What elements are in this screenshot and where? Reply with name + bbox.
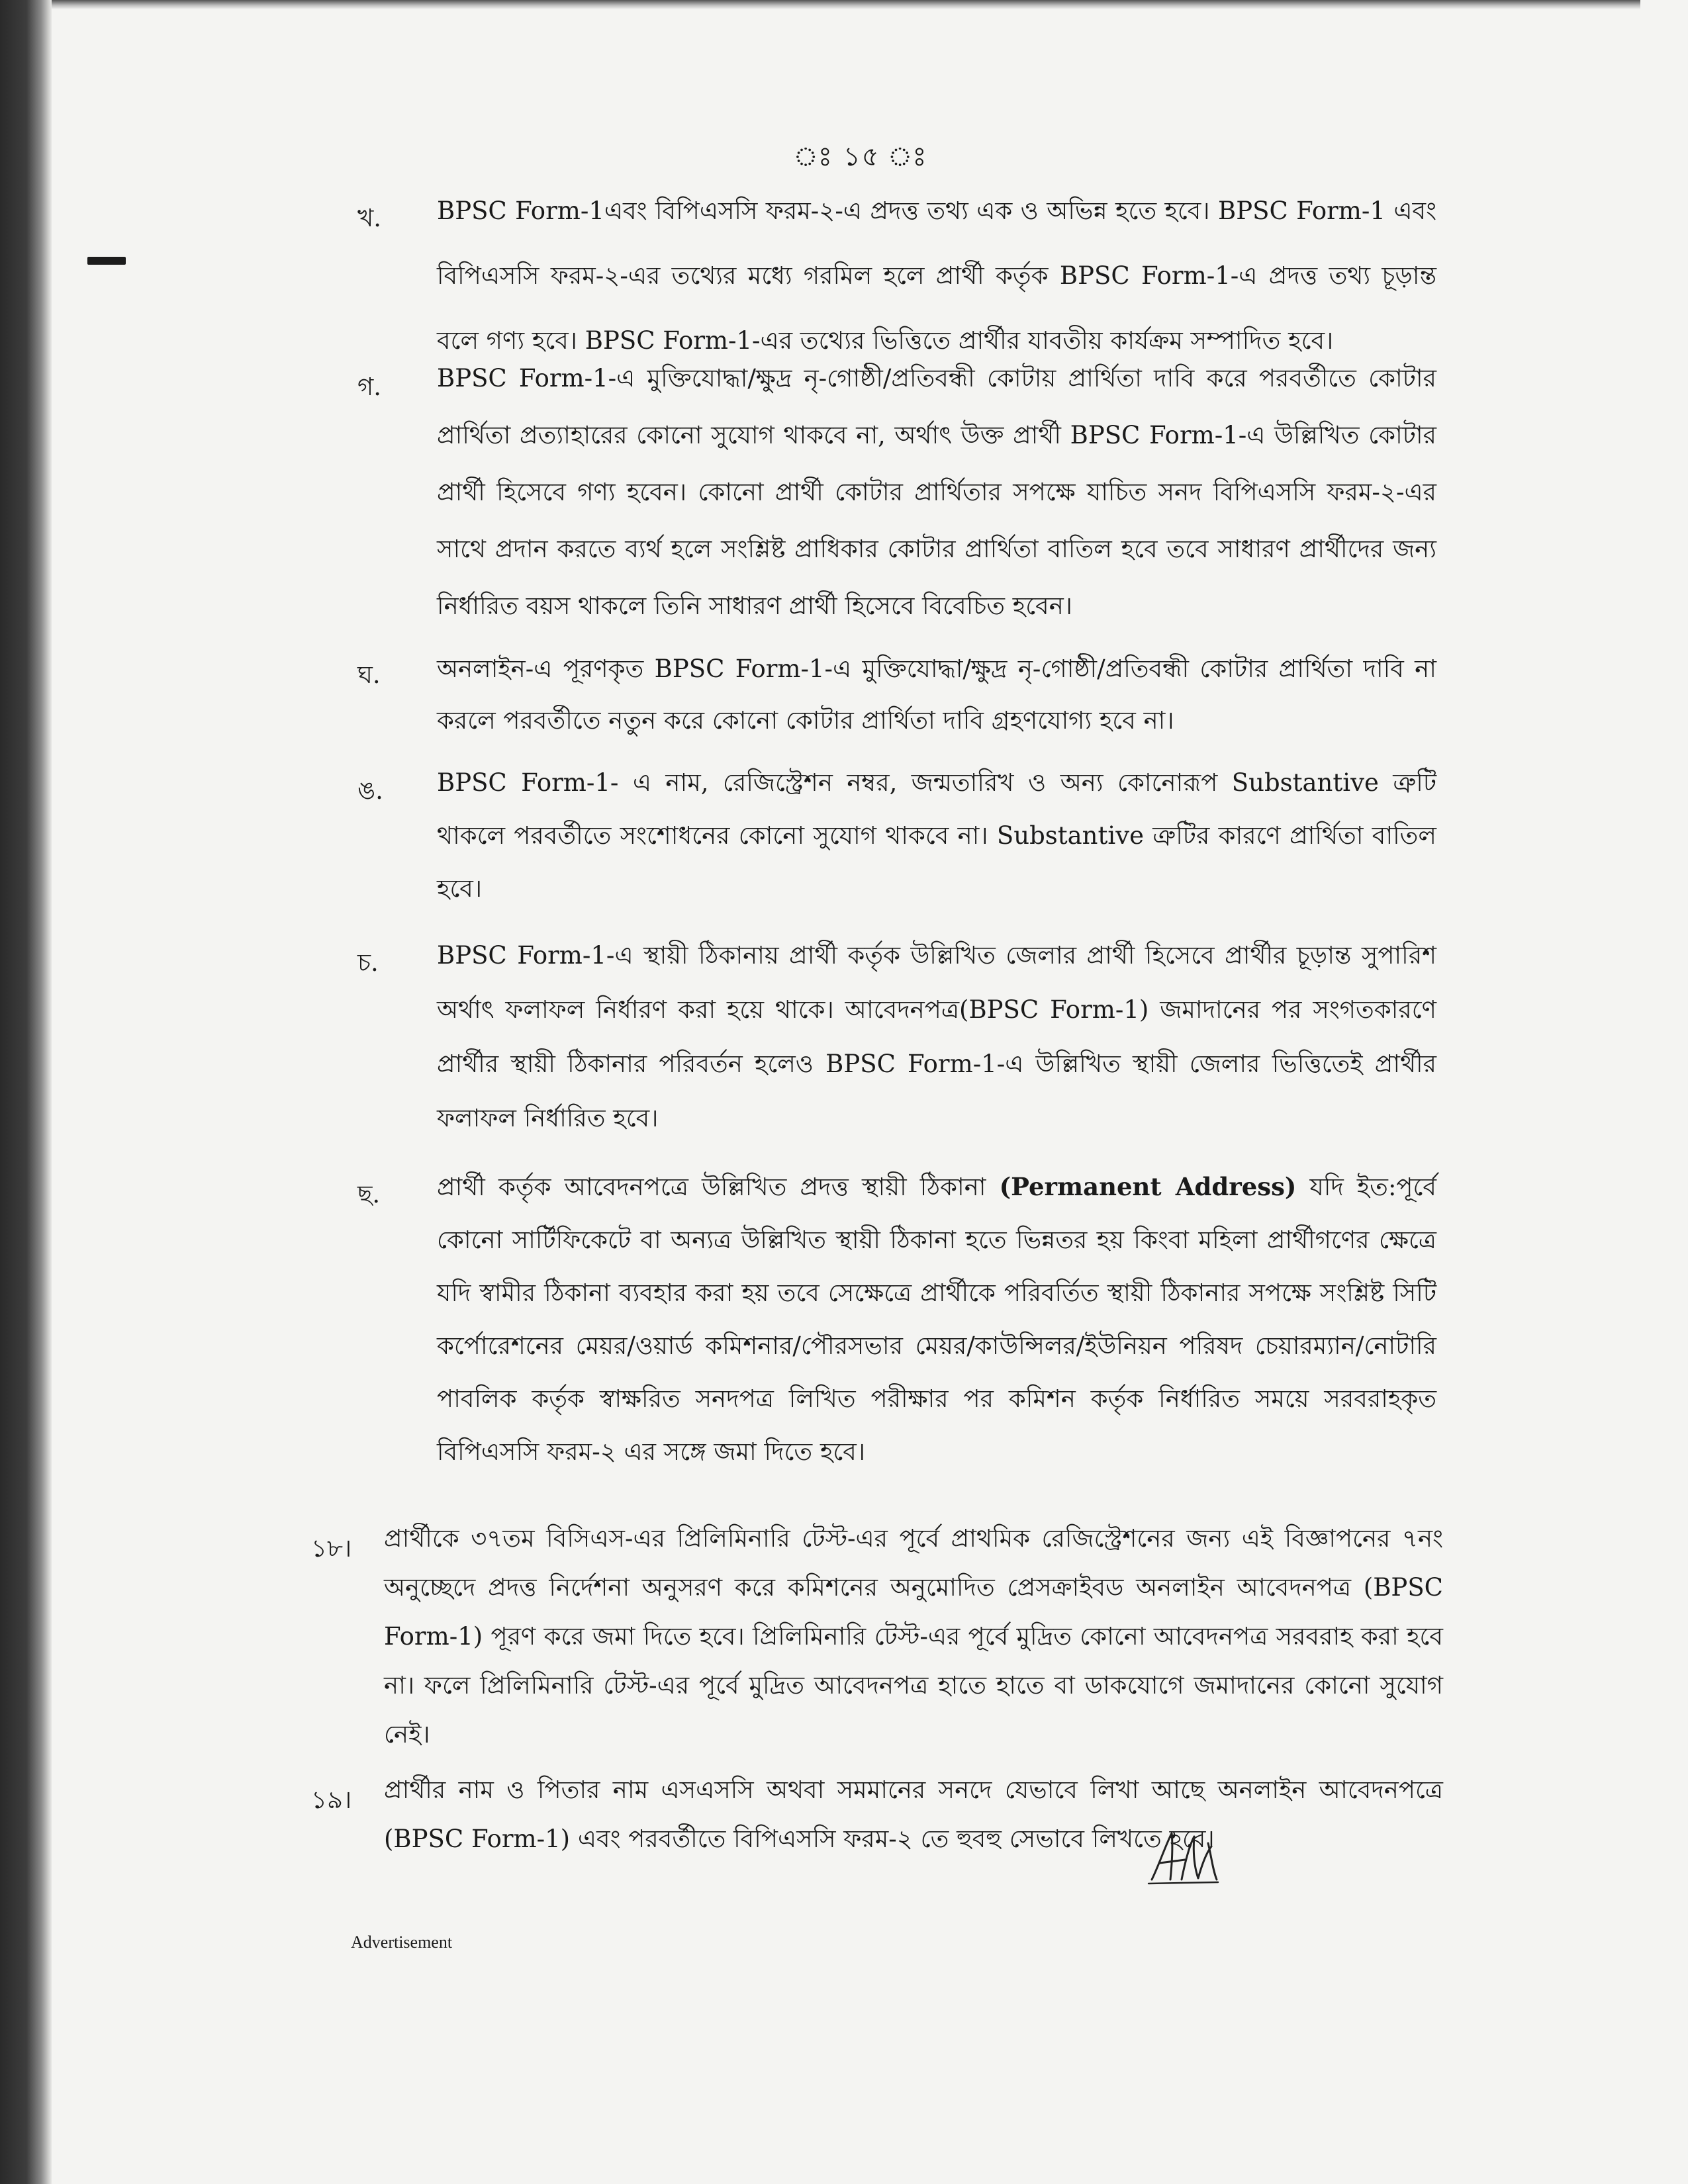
item-text: BPSC Form-1-এ স্থায়ী ঠিকানায় প্রার্থী কর্তৃক উল্লিখিত জেলার প্রার্থী হিসেবে প্রার্থীর চূড়ান্ত সুপারিশ অর্থাৎ ফলাফল নির্ধারণ করা হয়ে থাকে। আবেদনপত্র(BPSC Form-1) জমাদানের পর সংগতকারণে প্রার্থীর স্থায়ী ঠিকানার পরিবর্তন হলেও BPSC Form-1-এ উল্লিখিত স্থায়ী জেলার ভিত্তিতেই প্রার্থীর ফলাফল নির্ধারিত হবে। [437,941,1436,1132]
permanent-address-term: (Permanent Address) [999,1172,1297,1201]
sub-item-cha [357,943,1443,1161]
sub-item-ga [357,364,1443,652]
item-text-part: প্রার্থী কর্তৃক আবেদনপত্রে উল্লিখিত প্রদত্ত স্থায়ী ঠিকানা [437,1173,1000,1201]
item-marker: ঘ. [357,660,381,689]
section-text: প্রার্থীর নাম ও পিতার নাম এসএসসি অথবা সমমানের সনদে যেভাবে লিখা আছে অনলাইন আবেদনপত্রে (BPSC Form-1) এবং পরবর্তীতে বিপিএসসি ফরম-২ তে হুবহু সেভাবে লিখতে হবে। [384,1776,1443,1853]
section-marker: ১৯। [311,1786,352,1814]
sub-item-chha [357,1172,1443,1492]
sub-item-umo [357,768,1443,930]
section-marker: ১৮। [311,1534,352,1563]
section-text: প্রার্থীকে ৩৭তম বিসিএস-এর প্রিলিমিনারি টেস্ট-এর পূর্বে প্রাথমিক রেজিস্ট্রেশনের জন্য এই বিজ্ঞাপনের ৭নং অনুচ্ছেদে প্রদত্ত নির্দেশনা অনুসরণ করে কমিশনের অনুমোদিত প্রেসক্রাইবড অনলাইন আবেদনপত্র (BPSC Form-1) পূরণ করে জমা দিতে হবে। প্রিলিমিনারি টেস্ট-এর পূর্বে মুদ্রিত কোনো আবেদনপত্র সরবরাহ করা হবে না। ফলে প্রিলিমিনারি টেস্ট-এর পূর্বে মুদ্রিত আবেদনপত্র হাতে হাতে বা ডাকযোগে জমাদানের কোনো সুযোগ নেই। [384,1524,1443,1749]
scan-edge-left [0,0,52,2184]
footer-label: Advertisement [351,1933,453,1952]
binder-mark [87,257,126,265]
sub-item-kha [357,199,1443,357]
item-marker: খ. [357,204,382,232]
item-text [437,1160,1436,1479]
item-marker: চ. [357,948,379,977]
item-text-part: যদি ইত:পূর্বে কোনো সার্টিফিকেটে বা অন্যত্র উল্লিখিত স্থায়ী ঠিকানা হতে ভিন্নতর হয় কিংবা মহিলা প্রার্থীগণের ক্ষেত্রে যদি স্বামীর ঠিকানা ব্যবহার করা হয় তবে সেক্ষেত্রে প্রার্থীকে পরিবর্তিত স্থায়ী ঠিকানার সপক্ষে সংশ্লিষ্ট সিটি কর্পোরেশনের মেয়র/ওয়ার্ড কমিশনার/পৌরসভার মেয়র/কাউন্সিলর/ইউনিয়ন পরিষদ চেয়ারম্যান/নোটারি পাবলিক কর্তৃক স্বাক্ষরিত সনদপত্র লিখিত পরীক্ষার পর কমিশন কর্তৃক নির্ধারিত সময়ে সরবরাহকৃত বিপিএসসি ফরম-২ এর সঙ্গে জমা দিতে হবে। [437,1173,1436,1466]
section-18 [311,1524,1443,1754]
item-marker: ছ. [357,1180,381,1208]
sub-item-gha [357,655,1443,761]
page-number: ঃ ১৫ ঃ [793,142,928,172]
scan-edge-top [52,0,1640,9]
item-marker: ঙ. [357,776,383,805]
item-text: BPSC Form-1-এ মুক্তিযোদ্ধা/ক্ষুদ্র নৃ-গোষ্ঠী/প্রতিবন্ধী কোটায় প্রার্থিতা দাবি করে পরবর্তীতে কোটার প্রার্থিতা প্রত্যাহারের কোনো সুযোগ থাকবে না, অর্থাৎ উক্ত প্রার্থী BPSC Form-1-এ উল্লিখিত কোটার প্রার্থী হিসেবে গণ্য হবেন। কোনো প্রার্থী কোটার প্রার্থিতার সপক্ষে যাচিত সনদ বিপিএসসি ফরম-২-এর সাথে প্রদান করতে ব্যর্থ হলে সংশ্লিষ্ট প্রাধিকার কোটার প্রার্থিতা বাতিল হবে তবে সাধারণ প্রার্থীদের জন্য নির্ধারিত বয়স থাকলে তিনি সাধারণ প্রার্থী হিসেবে বিবেচিত হবেন। [437,364,1436,620]
item-marker: গ. [357,373,382,401]
item-text: BPSC Form-1- এ নাম, রেজিস্ট্রেশন নম্বর, জন্মতারিখ ও অন্য কোনোরূপ Substantive ত্রুটি থাকলে পরবর্তীতে সংশোধনের কোনো সুযোগ থাকবে না। Substantive ত্রুটির কারণে প্রার্থিতা বাতিল হবে। [437,768,1436,903]
item-text: BPSC Form-1এবং বিপিএসসি ফরম-২-এ প্রদত্ত তথ্য এক ও অভিন্ন হতে হবে। BPSC Form-1 এবং বিপিএসসি ফরম-২-এর তথ্যের মধ্যে গরমিল হলে প্রার্থী কর্তৃক BPSC Form-1-এ প্রদত্ত তথ্য চূড়ান্ত বলে গণ্য হবে। BPSC Form-1-এর তথ্যের ভিত্তিতে প্রার্থীর যাবতীয় কার্যক্রম সম্পাদিত হবে। [437,197,1436,355]
signature-image [1145,1827,1225,1889]
section-19 [311,1776,1443,1913]
item-text: অনলাইন-এ পূরণকৃত BPSC Form-1-এ মুক্তিযোদ্ধা/ক্ষুদ্র নৃ-গোষ্ঠী/প্রতিবন্ধী কোটার প্রার্থিতা দাবি না করলে পরবর্তীতে নতুন করে কোনো কোটার প্রার্থিতা দাবি গ্রহণযোগ্য হবে না। [437,655,1436,735]
